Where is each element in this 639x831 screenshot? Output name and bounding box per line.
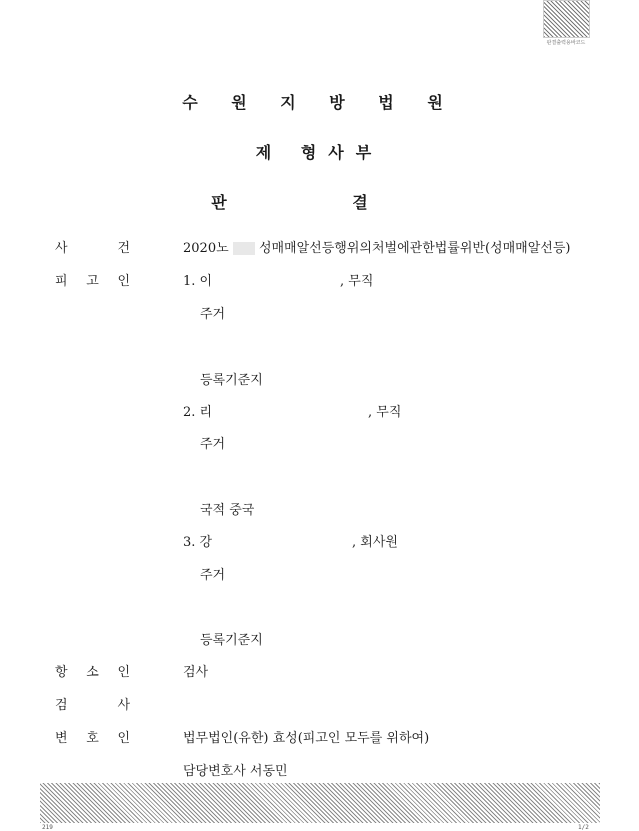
counsel-attorney: 담당변호사 서동민 — [183, 764, 288, 779]
defendant-1-reg-label: 등록기준지 — [200, 373, 263, 388]
label-char: 검 — [55, 698, 68, 713]
case-label — [55, 237, 130, 256]
label-char: 건 — [117, 241, 130, 256]
label-char: 항 — [55, 665, 68, 680]
defendant-1-address-label: 주거 — [200, 307, 226, 322]
barcode-image — [543, 0, 590, 38]
label-char: 변 — [55, 731, 68, 746]
label-char: 인 — [117, 665, 130, 680]
label-char: 사 — [55, 241, 68, 256]
court-name: 수 원 지 방 법 원 — [182, 93, 457, 112]
counsel-label — [55, 727, 130, 746]
case-number: 2020노 — [183, 241, 229, 256]
defendant-3-occupation: , 회사원 — [352, 535, 398, 550]
footer-barcode-band — [40, 783, 600, 823]
defendant-2-nationality: 국적 중국 — [200, 503, 255, 518]
redaction-block — [233, 242, 255, 255]
defendant-3-name: 3. 강 — [183, 535, 213, 550]
barcode-caption: 판결출력용바코드 — [546, 40, 586, 46]
footer-code: 219 — [42, 824, 53, 831]
label-char: 피 — [55, 274, 68, 289]
page-number: 1/2 — [578, 824, 589, 831]
label-char: 소 — [86, 665, 99, 680]
defendant-3-reg-label: 등록기준지 — [200, 633, 263, 648]
defendant-2-occupation: , 무직 — [368, 405, 402, 420]
label-char: 사 — [117, 698, 130, 713]
defendant-2-name: 2. 리 — [183, 405, 213, 420]
appellant-value: 검사 — [183, 665, 209, 680]
defendant-1-occupation: , 무직 — [340, 274, 374, 289]
case-line — [183, 237, 570, 256]
label-char: 호 — [86, 731, 99, 746]
defendant-1-name: 1. 이 — [183, 274, 213, 289]
prosecutor-label — [55, 694, 130, 713]
defendant-3-address-label: 주거 — [200, 568, 226, 583]
label-char: 고 — [86, 274, 99, 289]
division-name: 제 형사부 — [255, 143, 384, 162]
label-char: 인 — [117, 274, 130, 289]
defendant-2-address-label: 주거 — [200, 437, 226, 452]
appellant-label — [55, 661, 130, 680]
document-type: 판 결 — [211, 193, 428, 212]
label-char: 인 — [117, 731, 130, 746]
case-name: 성매매알선등행위의처벌에관한법률위반(성매매알선등) — [258, 241, 571, 256]
counsel-firm: 법무법인(유한) 효성(피고인 모두를 위하여) — [183, 731, 430, 746]
defendant-label — [55, 270, 130, 289]
